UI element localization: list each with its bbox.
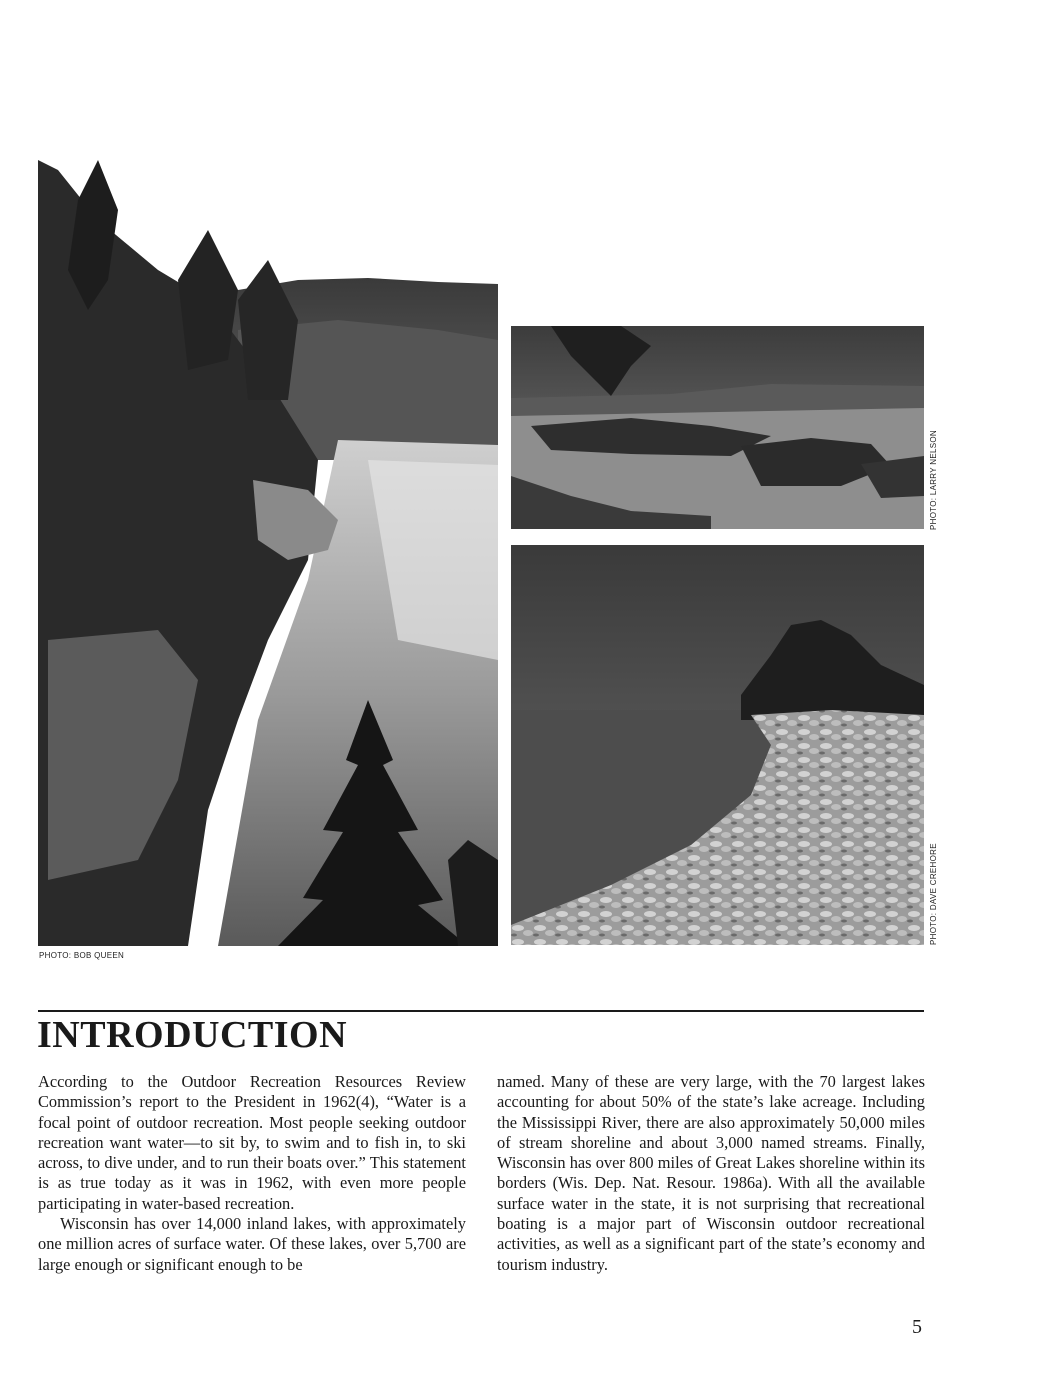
rocky-shoreline-photo [511, 545, 924, 945]
paragraph: named. Many of these are very large, with the 70 largest lakes accounting for about 50% of the state’s lake acreage. Including the Mississippi River, there are also approximately 50,000 miles of stream shoreline and about 3,000 named streams. Finally, Wisconsin has over 800 miles of Great Lakes shoreline within its borders (Wis. Dep. Nat. Resour. 1986a). With all the available surface water in the state, it is not surprising that recreational boating is a major part of Wisconsin outdoor recreational activities, as well as a significant part of the state’s economy and tourism industry. [497, 1072, 925, 1274]
section-heading: INTRODUCTION [37, 1014, 348, 1056]
photo-credit-bottom-right: PHOTO: DAVE CREHORE [929, 843, 938, 945]
river-gorge-photo [38, 160, 498, 946]
body-column-right [497, 1072, 925, 1275]
river-islands-photo [511, 326, 924, 529]
photo-credit-left: PHOTO: BOB QUEEN [39, 951, 125, 960]
paragraph: According to the Outdoor Recreation Resources Review Commission’s report to the President in 1962(4), “Water is a focal point of outdoor recreation. Most people seeking outdoor recreation want water—to sit by, to swim and to fish in, to ski across, to dive under, and to run their boats over.” This statement is as true today as it was in 1962, with even more people participating in water-based recreation. [38, 1072, 466, 1213]
body-column-left [38, 1072, 466, 1275]
paragraph: Wisconsin has over 14,000 inland lakes, with approximately one million acres of surface water. Of these lakes, over 5,700 are large enough or significant enough to be [38, 1214, 466, 1274]
page-number: 5 [912, 1316, 922, 1338]
photo-credit-top-right: PHOTO: LARRY NELSON [929, 430, 938, 530]
heading-rule [38, 1010, 924, 1012]
